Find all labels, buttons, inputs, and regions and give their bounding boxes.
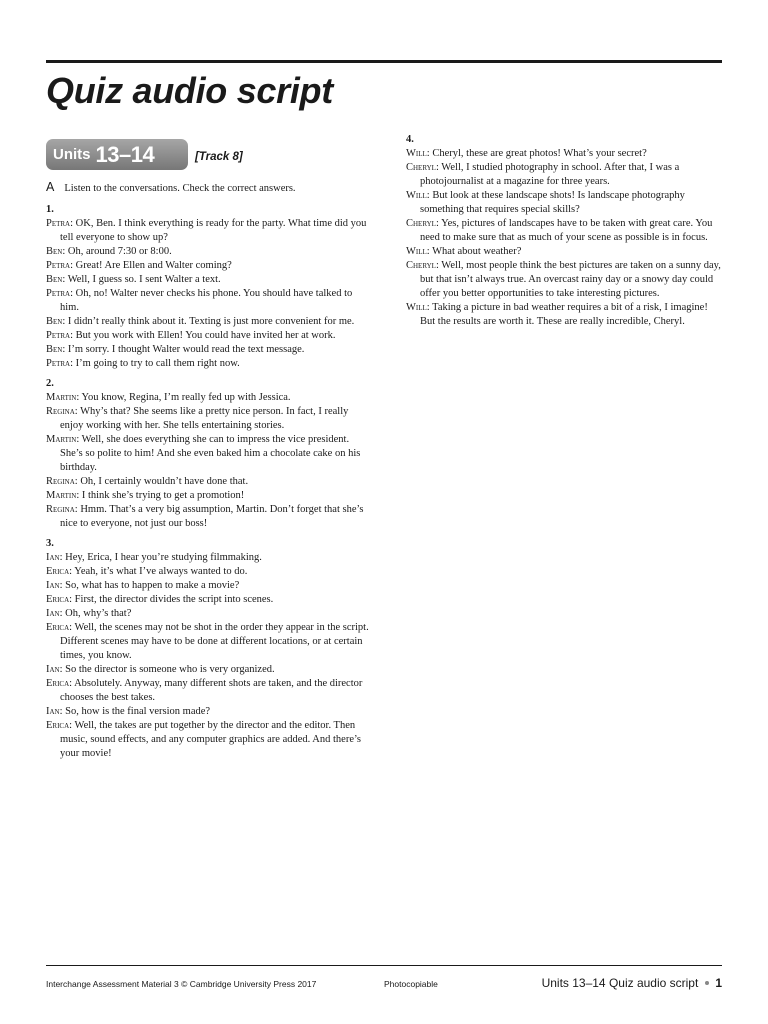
conversation [406, 133, 724, 329]
dialogue-text: : Well, most people think the best pictures are taken on a sunny day, but that isn’t always true. An overcast rainy day or a snowy day could offer you better opportunities to take interesting pictures. [420, 260, 721, 299]
instruction-letter: A [46, 180, 55, 194]
dialogue-line [46, 217, 371, 245]
speaker-name: Erica [46, 678, 70, 689]
dialogue-text: : Oh, no! Walter never checks his phone. You should have talked to him. [60, 288, 353, 313]
speaker-name: Erica [46, 594, 70, 605]
speaker-name: Cheryl [406, 162, 436, 173]
dialogue-line [406, 161, 724, 189]
speaker-name: Regina [46, 406, 75, 417]
dialogue-text: : Why’s that? She seems like a pretty nice person. In fact, I really enjoy working with her. She tells entertaining stories. [60, 406, 349, 431]
dialogue-text: : Well, I guess so. I sent Walter a text. [62, 274, 221, 285]
dialogue-text: : Well, the takes are put together by the director and the editor. Then music, sound effects, and any computer graphics are added. And there’s your movie! [60, 720, 362, 759]
dialogue-line [46, 593, 371, 607]
right-column [406, 133, 724, 335]
dialogue-line [46, 607, 371, 621]
speaker-name: Erica [46, 566, 70, 577]
dialogue-text: : First, the director divides the script into scenes. [69, 594, 274, 605]
dialogue-line [406, 245, 724, 259]
dialogue-line [46, 565, 371, 579]
speaker-name: Erica [46, 622, 70, 633]
speaker-name: Ben [46, 274, 63, 285]
speaker-name: Will [406, 148, 427, 159]
dialogue-line [46, 391, 371, 405]
dialogue-line [406, 217, 724, 245]
dialogue-line [46, 357, 371, 371]
dialogue-text: : Absolutely. Anyway, many different shots are taken, and the director chooses the best takes. [60, 678, 363, 703]
dialogue-text: : I’m going to try to call them right now. [70, 358, 240, 369]
speaker-name: Will [406, 246, 427, 257]
dialogue-line [46, 287, 371, 315]
dialogue-text: : Well, the scenes may not be shot in the order they appear in the script. Different scenes may have to be done at different locations, or at certain times, you know. [60, 622, 369, 661]
speaker-name: Petra [46, 260, 71, 271]
units-range: 13–14 [95, 141, 155, 167]
speaker-name: Cheryl [406, 218, 436, 229]
speaker-name: Petra [46, 288, 71, 299]
dialogue-line [46, 489, 371, 503]
conversation-number: 1. [46, 204, 54, 215]
dialogue-line [46, 677, 371, 705]
footer-bullet [705, 981, 709, 985]
dialogue-line [46, 259, 371, 273]
speaker-name: Martin [46, 490, 77, 501]
dialogue-line [406, 259, 724, 301]
speaker-name: Ben [46, 316, 63, 327]
speaker-name: Erica [46, 720, 70, 731]
conversation-number: 4. [406, 134, 414, 145]
dialogue-text: : I didn’t really think about it. Texting is just more convenient for me. [62, 316, 355, 327]
dialogue-line [46, 579, 371, 593]
speaker-name: Regina [46, 476, 75, 487]
speaker-name: Cheryl [406, 260, 436, 271]
dialogue-line [46, 663, 371, 677]
speaker-name: Ian [46, 664, 60, 675]
speaker-name: Will [406, 302, 427, 313]
dialogue-text: : Taking a picture in bad weather requires a bit of a risk, I imagine! But the results are worth it. These are really incredible, Cheryl. [420, 302, 708, 327]
dialogue-line [46, 433, 371, 475]
speaker-name: Martin [46, 392, 77, 403]
dialogue-line [46, 405, 371, 433]
speaker-name: Ian [46, 608, 60, 619]
units-badge [46, 139, 188, 170]
dialogue-line [406, 147, 724, 161]
dialogue-text: : So, how is the final version made? [59, 706, 211, 717]
dialogue-text: : Well, I studied photography in school. After that, I was a photojournalist at a magazine for three years. [420, 162, 680, 187]
speaker-name: Ian [46, 580, 60, 591]
speaker-name: Petra [46, 358, 71, 369]
dialogue-line [406, 189, 724, 217]
dialogue-text: : Hey, Erica, I hear you’re studying filmmaking. [59, 552, 262, 563]
dialogue-line [46, 245, 371, 259]
dialogue-text: : Well, she does everything she can to impress the vice president. She’s so polite to him! And she even baked him a chocolate cake on his birthday. [60, 434, 361, 473]
dialogue-line [46, 719, 371, 761]
dialogue-line [46, 705, 371, 719]
track-label: [Track 8] [195, 151, 243, 163]
dialogue-text: : So the director is someone who is very organized. [59, 664, 275, 675]
dialogue-line [46, 329, 371, 343]
conversation [46, 377, 371, 531]
speaker-name: Ben [46, 344, 63, 355]
dialogue-line [46, 503, 371, 531]
dialogue-text: : But you work with Ellen! You could have invited her at work. [70, 330, 336, 341]
page-title: Quiz audio script [46, 70, 333, 111]
conversation-number: 2. [46, 378, 54, 389]
conversation [46, 537, 371, 761]
speaker-name: Ben [46, 246, 63, 257]
dialogue-text: : Oh, I certainly wouldn’t have done that. [74, 476, 249, 487]
speaker-name: Will [406, 190, 427, 201]
footer-photocopiable: Photocopiable [384, 979, 438, 989]
speaker-name: Petra [46, 330, 71, 341]
instruction-text: Listen to the conversations. Check the correct answers. [64, 183, 296, 194]
dialogue-text: : Oh, around 7:30 or 8:00. [62, 246, 172, 257]
dialogue-text: : I think she’s trying to get a promotion! [76, 490, 245, 501]
dialogue-text: : Oh, why’s that? [59, 608, 132, 619]
footer-page-info [542, 976, 722, 990]
speaker-name: Petra [46, 218, 71, 229]
top-rule [46, 60, 722, 63]
dialogue-line [46, 273, 371, 287]
speaker-name: Regina [46, 504, 75, 515]
page-number: 1 [715, 976, 722, 990]
dialogue-line [46, 551, 371, 565]
dialogue-line [46, 343, 371, 357]
dialogue-text: : I’m sorry. I thought Walter would read the text message. [62, 344, 305, 355]
dialogue-line [46, 315, 371, 329]
left-column [46, 203, 371, 767]
speaker-name: Martin [46, 434, 77, 445]
dialogue-text: : Great! Are Ellen and Walter coming? [70, 260, 232, 271]
dialogue-text: : Yes, pictures of landscapes have to be taken with great care. You need to make sure that as much of your scene as possible is in focus. [420, 218, 713, 243]
dialogue-text: : Hmm. That’s a very big assumption, Martin. Don’t forget that she’s nice to everyone, not just our boss! [60, 504, 364, 529]
dialogue-line [406, 301, 724, 329]
speaker-name: Ian [46, 552, 60, 563]
dialogue-text: : Cheryl, these are great photos! What’s your secret? [426, 148, 647, 159]
speaker-name: Ian [46, 706, 60, 717]
dialogue-line [46, 621, 371, 663]
dialogue-text: : What about weather? [426, 246, 522, 257]
footer-rule [46, 965, 722, 966]
dialogue-text: : So, what has to happen to make a movie? [59, 580, 240, 591]
footer-copyright: Interchange Assessment Material 3 © Cambridge University Press 2017 [46, 979, 317, 989]
dialogue-line [46, 475, 371, 489]
instruction [46, 180, 376, 194]
conversation-number: 3. [46, 538, 54, 549]
dialogue-text: : Yeah, it’s what I’ve always wanted to do. [69, 566, 248, 577]
dialogue-text: : OK, Ben. I think everything is ready for the party. What time did you tell everyone to show up? [60, 218, 367, 243]
conversation [46, 203, 371, 371]
units-label: Units [53, 146, 91, 163]
footer-section-title: Units 13–14 Quiz audio script [541, 976, 699, 990]
dialogue-text: : But look at these landscape shots! Is landscape photography something that requires special skills? [420, 190, 685, 215]
dialogue-text: : You know, Regina, I’m really fed up with Jessica. [76, 392, 291, 403]
